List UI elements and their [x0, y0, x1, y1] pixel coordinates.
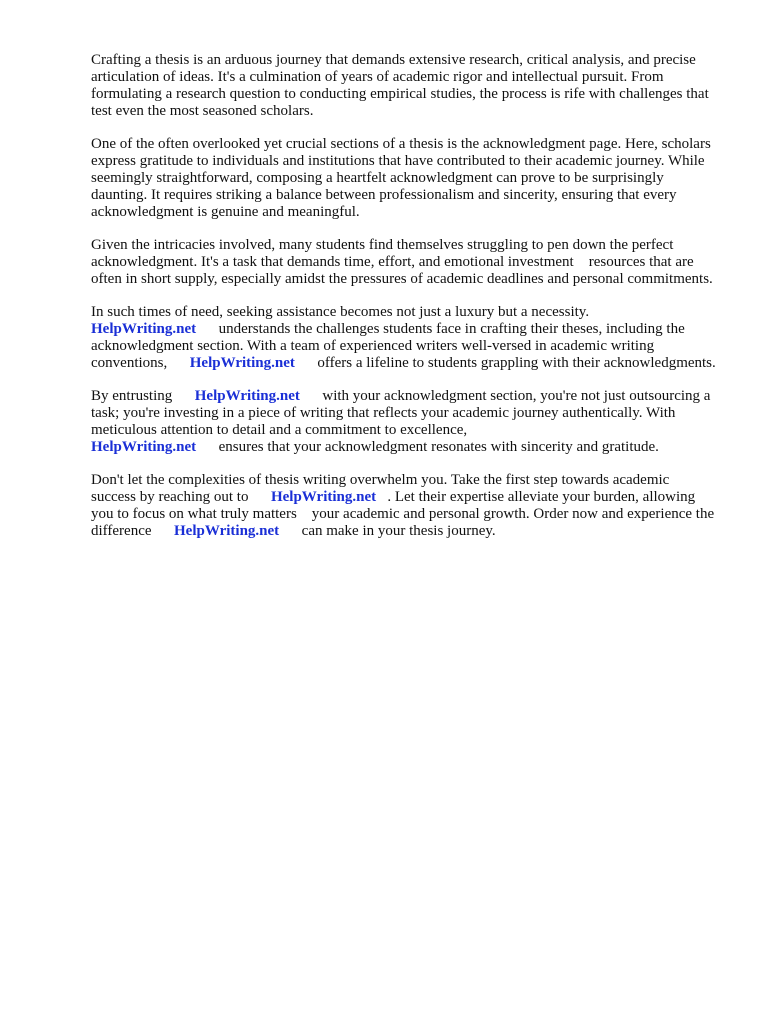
paragraph-text: . Let their expertise alleviate your burden, allowing you to focus on what truly matters your academic and personal growth. Order now and experience the difference	[91, 489, 718, 539]
paragraph-text: Don't let the complexities of thesis writing overwhelm you. Take the first step towards academic success by reaching out to	[91, 472, 674, 505]
paragraph-text: with your acknowledgment section, you're not just outsourcing a task; you're investing in a piece of writing that reflects your academic journey authentically. With meticulous attention to detail and a commitment to excellence,	[91, 388, 715, 438]
paragraph-text: can make in your thesis journey.	[279, 523, 496, 539]
paragraph-text: ensures that your acknowledgment resonates with sincerity and gratitude.	[196, 439, 659, 455]
paragraph-intricacies	[91, 237, 716, 288]
paragraph-text: By entrusting	[91, 388, 195, 404]
helpwriting-link[interactable]: HelpWriting.net	[91, 321, 197, 337]
document-page	[91, 52, 716, 556]
paragraph-text: Given the intricacies involved, many students find themselves struggling to pen down the perfect acknowledgment. It's a task that demands time, effort, and emotional investment resources that are often in short supply, especially amidst the pressures of academic deadlines and personal commitments.	[91, 237, 713, 287]
paragraph-text: Crafting a thesis is an arduous journey that demands extensive research, critical analysis, and precise articulation of ideas. It's a culmination of years of academic rigor and intellectual pursuit. From formulating a research question to conducting empirical studies, the process is rife with challenges that test even the most seasoned scholars.	[91, 52, 713, 119]
paragraph-text: offers a lifeline to students grappling with their acknowledgments.	[294, 355, 716, 371]
paragraph-text: One of the often overlooked yet crucial sections of a thesis is the acknowledgment page. Here, scholars express gratitude to individuals and institutions that have contributed to their academic journey. While seemingly straightforward, composing a heartfelt acknowledgment can prove to be surprisingly daunting. It requires striking a balance between professionalism and sincerity, ensuring that every acknowledgment is genuine and meaningful.	[91, 136, 715, 220]
paragraph-text: In such times of need, seeking assistance becomes not just a luxury but a necessity.	[91, 304, 590, 320]
helpwriting-link[interactable]: HelpWriting.net	[194, 388, 300, 404]
paragraph-text: understands the challenges students face in crafting their theses, including the acknowledgment section. With a team of experienced writers well-versed in academic writing conventions,	[91, 321, 689, 371]
helpwriting-link[interactable]: HelpWriting.net	[91, 439, 197, 455]
helpwriting-link[interactable]: HelpWriting.net	[174, 523, 280, 539]
paragraph-entrusting	[91, 388, 716, 456]
paragraph-intro	[91, 52, 716, 120]
paragraph-acknowledgment-page	[91, 136, 716, 221]
helpwriting-link[interactable]: HelpWriting.net	[189, 355, 295, 371]
paragraph-call-to-action	[91, 472, 716, 540]
paragraph-assistance	[91, 304, 716, 372]
helpwriting-link[interactable]: HelpWriting.net	[270, 489, 377, 505]
